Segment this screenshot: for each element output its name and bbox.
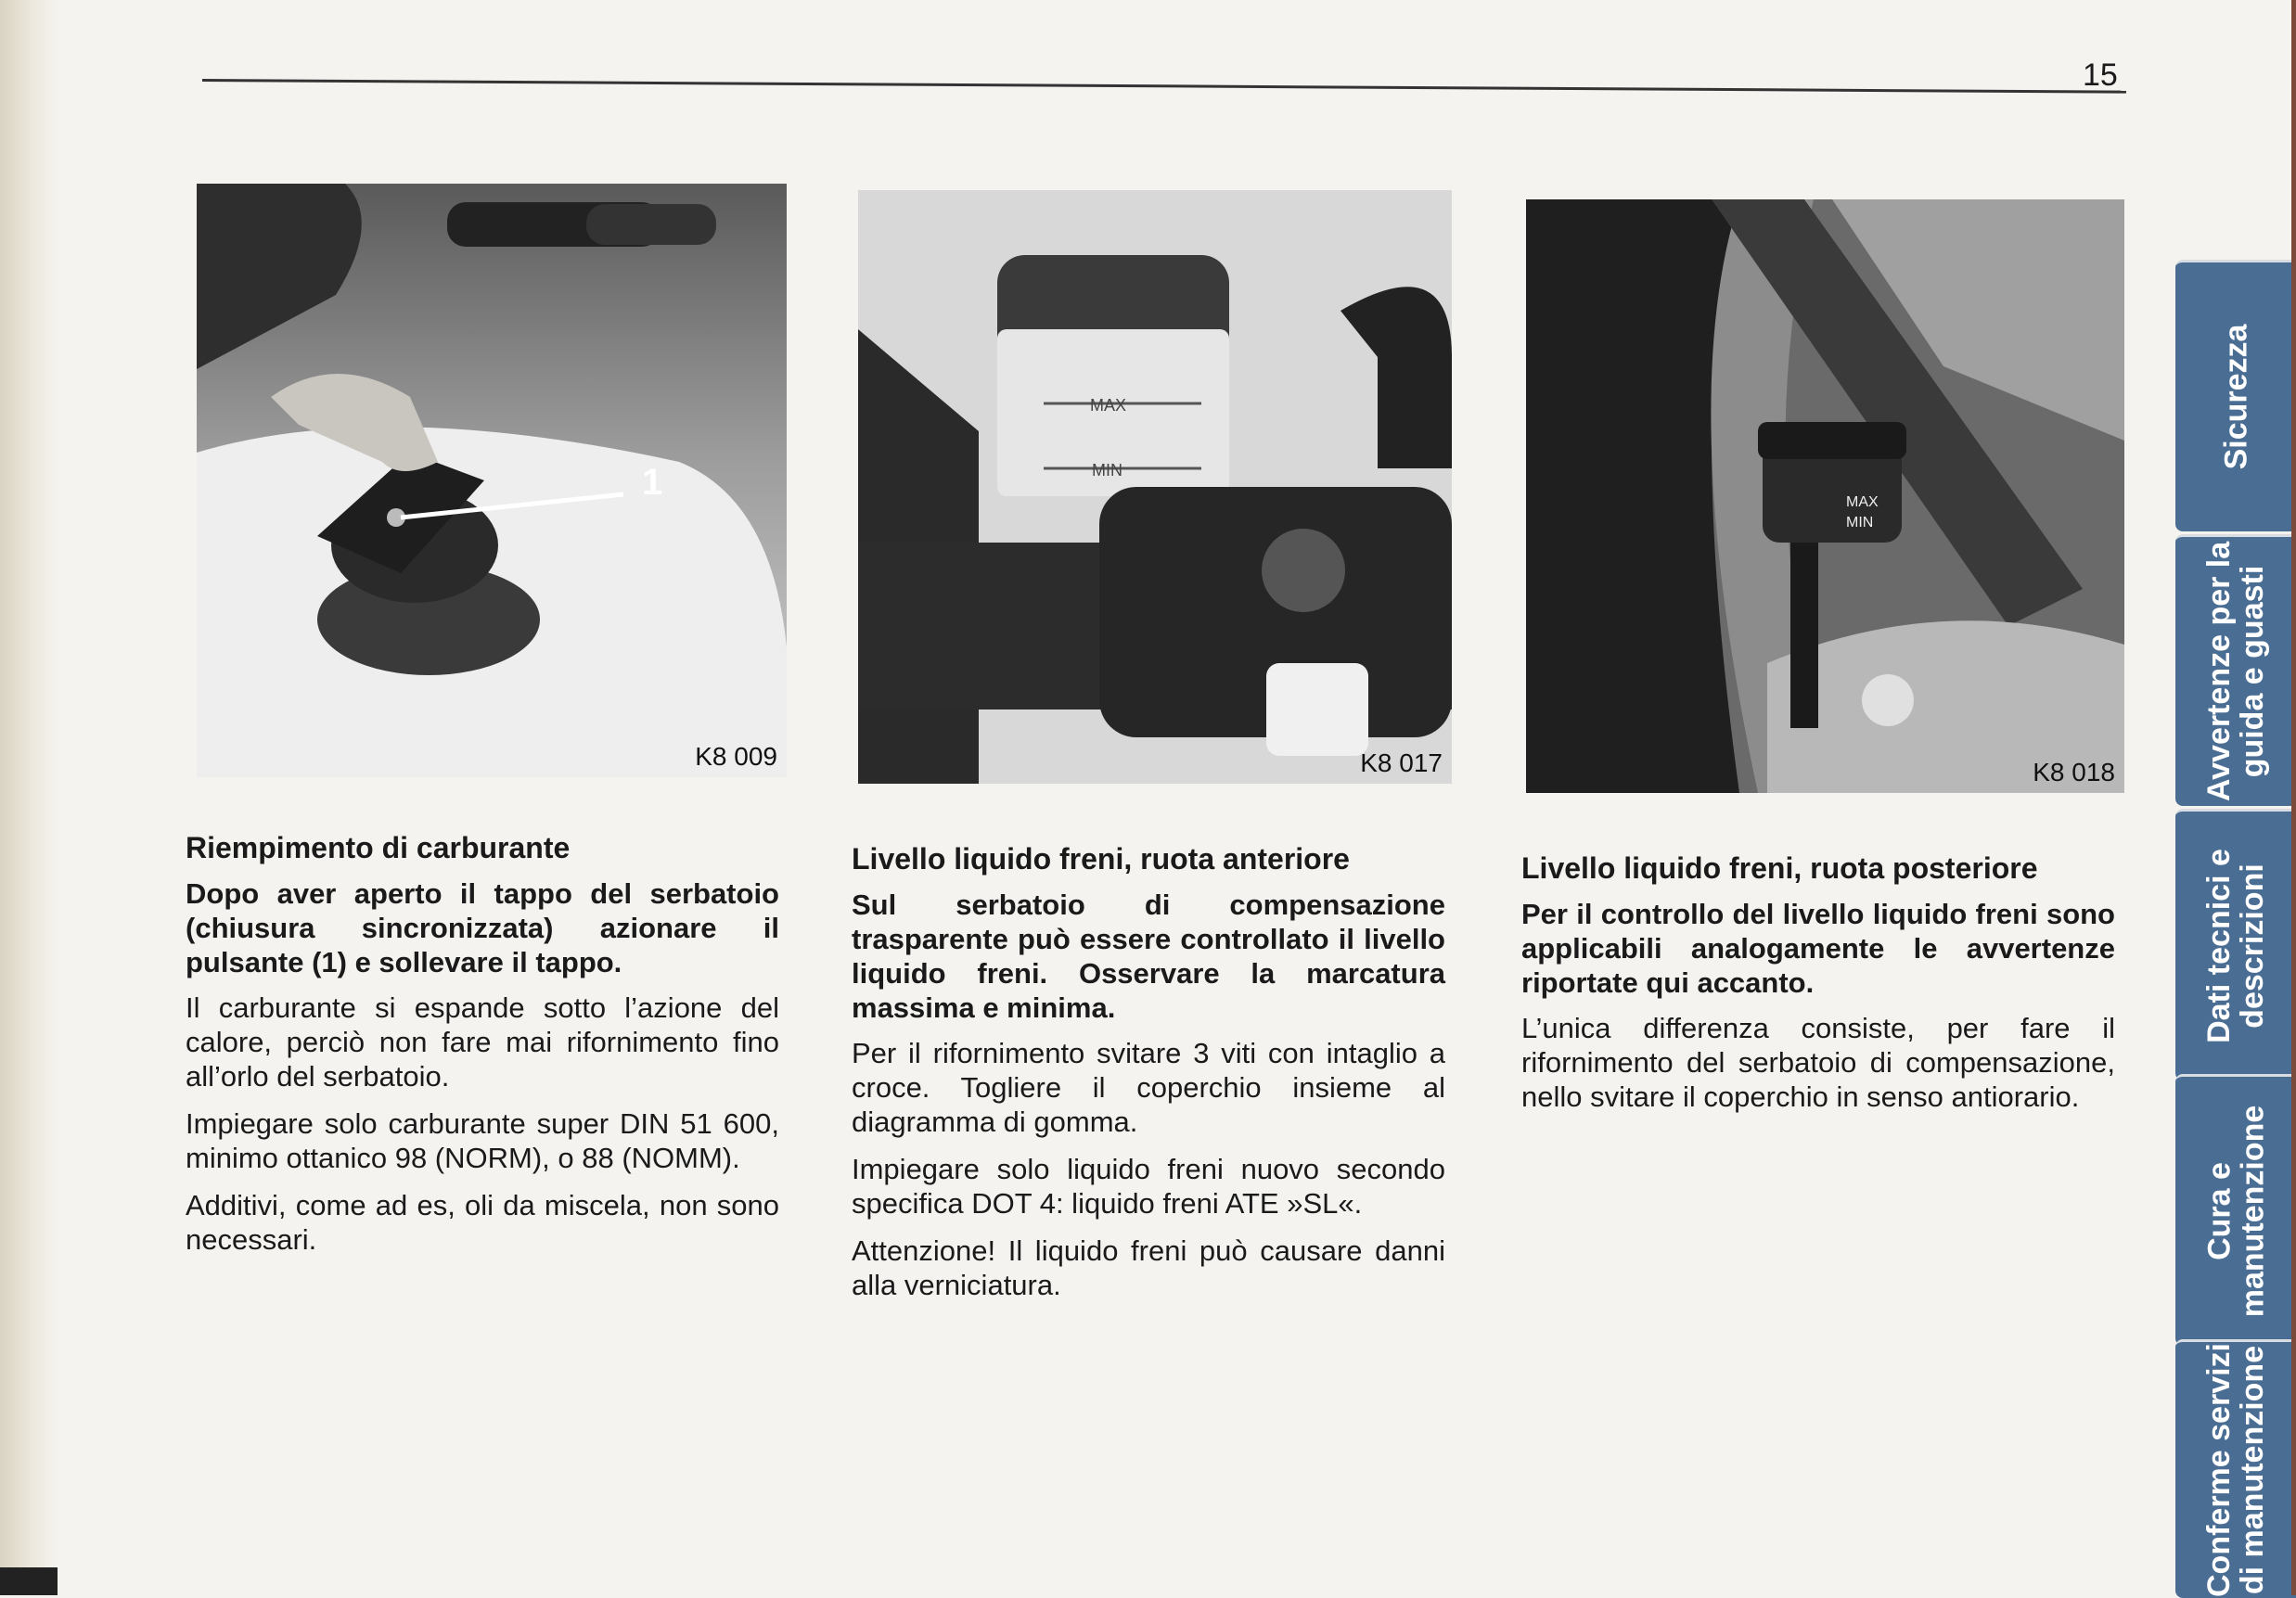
tab-dati-tecnici[interactable] xyxy=(2175,809,2296,1080)
tab-cura-manutenzione[interactable] xyxy=(2175,1074,2296,1346)
photo-fuel-cap xyxy=(197,184,787,777)
section-fuel-filling xyxy=(186,831,779,1270)
section-front-brake-fluid xyxy=(852,842,1445,1315)
paragraph: Per il rifornimento svitare 3 viti con intaglio a croce. Togliere il coperchio insieme al diagramma di gomma. xyxy=(852,1037,1445,1138)
binding-shadow xyxy=(0,1567,58,1595)
section-title: Riempimento di carburante xyxy=(186,831,571,864)
photo-code: K8 017 xyxy=(1360,748,1443,777)
min-mark: MIN xyxy=(1092,461,1122,479)
tab-label: Dati tecnici e descrizioni xyxy=(2201,849,2270,1043)
tab-conferme-servizi[interactable] xyxy=(2175,1339,2296,1598)
tab-label: Conferme servizi di manutenzione xyxy=(2201,1343,2270,1597)
section-lead: Sul serbatoio di compensazione trasparente può essere controllato il livello liquido freni. Osservare la marcatura massima e minima. xyxy=(852,888,1445,1024)
section-lead: Per il controllo del livello liquido freni sono applicabili analogamente le avvertenze riportate qui accanto. xyxy=(1521,898,2115,999)
paragraph: Impiegare solo liquido freni nuovo secondo specifica DOT 4: liquido freni ATE »SL«. xyxy=(852,1153,1445,1220)
callout-1: 1 xyxy=(642,462,663,503)
section-title: Livello liquido freni, ruota posteriore xyxy=(1521,851,2038,885)
photo-front-brake-reservoir xyxy=(858,190,1452,784)
header-rule xyxy=(202,79,2126,94)
max-mark: MAX xyxy=(1090,396,1127,415)
page-number: 15 xyxy=(2083,58,2118,93)
binding-gutter xyxy=(0,0,58,1595)
min-mark: MIN xyxy=(1846,515,1874,531)
section-rear-brake-fluid xyxy=(1521,851,2115,1127)
page-edge xyxy=(2291,0,2296,1595)
max-mark: MAX xyxy=(1846,494,1879,510)
paragraph: Attenzione! Il liquido freni può causare danni alla verniciatura. xyxy=(852,1234,1445,1301)
tab-label: Cura e manutenzione xyxy=(2201,1105,2271,1318)
tab-sicurezza[interactable] xyxy=(2175,260,2296,531)
paragraph: L’unica differenza consiste, per fare il rifornimento del serbatoio di compensazione, nello svitare il coperchio in senso antiorario. xyxy=(1521,1012,2115,1113)
paragraph: Impiegare solo carburante super DIN 51 600, minimo ottanico 98 (NORM), o 88 (NOMM). xyxy=(186,1107,779,1174)
paragraph: Il carburante si espande sotto l’azione del calore, perciò non fare mai rifornimento fino all’orlo del serbatoio. xyxy=(186,991,779,1093)
tab-label: Sicurezza xyxy=(2218,324,2254,470)
tab-avvertenze[interactable] xyxy=(2175,534,2296,806)
photo-rear-brake-reservoir xyxy=(1526,199,2124,793)
paragraph: Additivi, come ad es, oli da miscela, non sono necessari. xyxy=(186,1189,779,1256)
section-title: Livello liquido freni, ruota anteriore xyxy=(852,842,1350,876)
photo-code: K8 009 xyxy=(695,742,777,771)
tab-label: Avvertenze per la guida e guasti xyxy=(2201,541,2271,802)
thumb-index-tabs xyxy=(2175,260,2296,1595)
photo-code: K8 018 xyxy=(2033,758,2115,786)
section-lead: Dopo aver aperto il tappo del serbatoio (chiusura sincronizzata) azionare il pulsante (1) e sollevare il tappo. xyxy=(186,877,779,978)
